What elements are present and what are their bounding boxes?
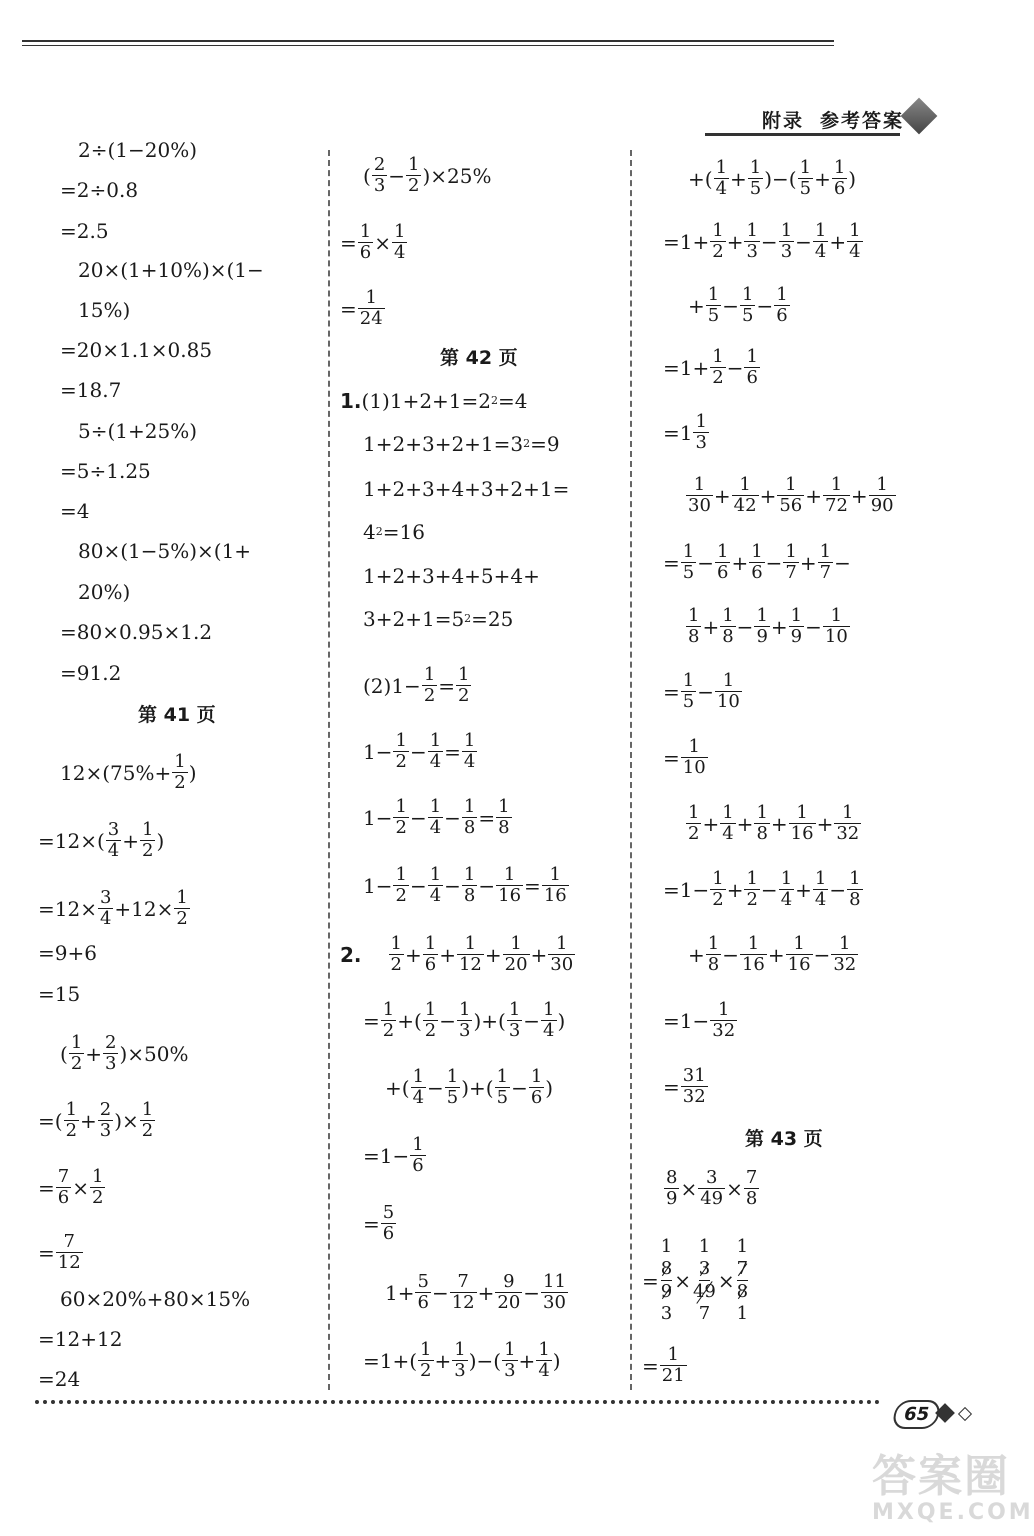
- answer-line: 15%): [78, 298, 131, 322]
- fraction: $\frac{1}{56}$: [779, 474, 803, 516]
- top-rule: [22, 40, 834, 42]
- answer-line: 1+2+3+4+3+2+1=: [363, 477, 570, 501]
- answer-line: = $\frac{7}{6}$ × $\frac{1}{2}$: [38, 1166, 104, 1208]
- fraction: $\frac{1}{20}$: [504, 933, 528, 975]
- fraction: $\frac{1}{9}$: [756, 605, 768, 647]
- page-43-heading: 第 43 页: [745, 1128, 823, 1150]
- answer-line: =12×( $\frac{3}{4}$ + $\frac{1}{2}$ ): [38, 819, 165, 861]
- fraction: $\frac{1}{5}$: [707, 284, 720, 326]
- fraction: $\frac{1}{2}$: [746, 868, 758, 910]
- answer-line: = $\frac{1}{10}$: [663, 736, 706, 778]
- fraction: $\frac{1}{2}$: [395, 864, 407, 906]
- fraction: $\frac{1}{72}$: [825, 474, 848, 516]
- fraction: $\frac{1}{30}$: [688, 474, 711, 516]
- fraction: $\frac{1}{16}$: [741, 933, 765, 975]
- fraction: $\frac{7}{6}$: [57, 1166, 70, 1208]
- fraction: $\frac{1}{6}$: [716, 541, 729, 583]
- answer-line: =24: [38, 1367, 81, 1391]
- page-number: 65: [891, 1400, 942, 1429]
- answer-line: = 1 8 9 3 × 1 3 49 7 × 1 7 8 1: [642, 1236, 749, 1324]
- fraction: $\frac{1}{3}$: [504, 1339, 516, 1381]
- fraction: $\frac{7}{8}$: [745, 1167, 758, 1209]
- answer-line: =4: [60, 499, 90, 523]
- fraction: $\frac{1}{6}$: [746, 346, 758, 388]
- answer-line: =1− $\frac{1}{32}$: [663, 999, 736, 1041]
- fraction: $\frac{1}{5}$: [799, 157, 812, 199]
- page-header: [762, 106, 904, 133]
- answer-line: =18.7: [60, 378, 122, 402]
- fraction: $\frac{1}{90}$: [870, 474, 894, 516]
- answer-line: 1+2+3+2+1=3 2 =9: [363, 432, 560, 456]
- fraction: $\frac{5}{6}$: [417, 1271, 429, 1313]
- answer-line: 5÷(1+25%): [78, 419, 198, 443]
- fraction: $\frac{2}{3}$: [373, 154, 386, 196]
- fraction: $\frac{1}{2}$: [423, 664, 436, 706]
- fraction: $\frac{1}{2}$: [176, 887, 188, 929]
- answer-line: = $\frac{1}{24}$: [340, 287, 383, 329]
- fraction: $\frac{2}{3}$: [105, 1032, 117, 1074]
- fraction: $\frac{3}{4}$: [99, 887, 112, 929]
- cancelled-fraction: 1 3 49 7: [692, 1236, 716, 1324]
- fraction: $\frac{1}{3}$: [508, 999, 521, 1041]
- answer-line: 1+ $\frac{5}{6}$ − $\frac{7}{12}$ + $\frac{9}{20}$ − $\frac{11}{30}$: [385, 1271, 566, 1313]
- fraction: $\frac{1}{4}$: [429, 796, 442, 838]
- fraction: $\frac{8}{9}$: [666, 1167, 678, 1209]
- fraction: $\frac{1}{5}$: [749, 157, 762, 199]
- fraction: $\frac{1}{32}$: [836, 802, 860, 844]
- answer-line: ( $\frac{1}{2}$ + $\frac{2}{3}$ )×50%: [60, 1032, 189, 1074]
- fraction: $\frac{1}{10}$: [824, 605, 848, 647]
- page-42-heading: 第 42 页: [440, 347, 518, 369]
- fraction: $\frac{1}{2}$: [712, 346, 724, 388]
- header-underline: [705, 133, 900, 136]
- fraction: $\frac{1}{2}$: [141, 1099, 154, 1141]
- answer-line: 12×(75%+ $\frac{1}{2}$ ): [60, 751, 197, 793]
- answer-line: 3+2+1=5 2 =25: [363, 607, 514, 631]
- fraction: $\frac{1}{2}$: [395, 796, 407, 838]
- fraction: $\frac{1}{4}$: [814, 220, 827, 262]
- fraction: $\frac{1}{6}$: [530, 1066, 543, 1108]
- answer-line: 80×(1−5%)×(1+: [78, 539, 252, 563]
- fraction: $\frac{1}{3}$: [695, 411, 707, 453]
- fraction: $\frac{1}{4}$: [814, 868, 827, 910]
- fraction: $\frac{1}{16}$: [543, 864, 567, 906]
- answer-line: =1+ $\frac{1}{2}$ − $\frac{1}{6}$: [663, 346, 758, 388]
- fraction: $\frac{1}{4}$: [715, 157, 728, 199]
- fraction: $\frac{1}{8}$: [756, 802, 768, 844]
- answer-line: 1+2+3+4+5+4+: [363, 564, 540, 588]
- fraction: $\frac{1}{6}$: [424, 933, 437, 975]
- fraction: $\frac{9}{20}$: [497, 1271, 521, 1313]
- fraction: $\frac{7}{12}$: [451, 1271, 475, 1313]
- cancelled-fraction: 1 7 8 1: [736, 1236, 749, 1324]
- header-title: 参考答案: [819, 110, 904, 132]
- fraction: $\frac{1}{42}$: [733, 474, 757, 516]
- answer-line: =1 $\frac{1}{3}$: [663, 411, 707, 453]
- fraction: $\frac{1}{8}$: [463, 796, 476, 838]
- fraction: $\frac{1}{4}$: [393, 221, 406, 263]
- fraction: $\frac{2}{3}$: [99, 1099, 112, 1141]
- fraction: $\frac{1}{8}$: [463, 864, 476, 906]
- fraction: $\frac{1}{4}$: [780, 868, 793, 910]
- answer-line: =12+12: [38, 1327, 123, 1351]
- fraction: $\frac{1}{6}$: [359, 221, 372, 263]
- answer-line: 1− $\frac{1}{2}$ − $\frac{1}{4}$ = $\frac{1}{4}$: [363, 730, 476, 772]
- answer-line: 1− $\frac{1}{2}$ − $\frac{1}{4}$ − $\frac{1}{8}$ − $\frac{1}{16}$ = $\frac{1}{16}$: [363, 864, 567, 906]
- fraction: $\frac{1}{2}$: [424, 999, 437, 1041]
- fraction: $\frac{1}{30}$: [550, 933, 574, 975]
- answer-line: 2. $\frac{1}{2}$ + $\frac{1}{6}$ + $\frac{1}{12}$ + $\frac{1}{20}$ + $\frac{1}{30}$: [340, 933, 574, 975]
- fraction: $\frac{1}{16}$: [790, 802, 814, 844]
- fraction: $\frac{1}{21}$: [661, 1344, 685, 1386]
- answer-line: = $\frac{1}{5}$ − $\frac{1}{6}$ + $\frac{1}{6}$ − $\frac{1}{7}$ + $\frac{1}{7}$ −: [663, 541, 851, 583]
- answer-line: $\frac{1}{30}$ + $\frac{1}{42}$ + $\frac{1}{56}$ + $\frac{1}{72}$ + $\frac{1}{90}$: [688, 474, 894, 516]
- answer-line: =12× $\frac{3}{4}$ +12× $\frac{1}{2}$: [38, 887, 188, 929]
- answer-line: 20%): [78, 580, 131, 604]
- fraction: $\frac{1}{6}$: [776, 284, 788, 326]
- fraction: $\frac{1}{32}$: [712, 999, 736, 1041]
- fraction: $\frac{1}{2}$: [408, 154, 420, 196]
- footer-dotted-rule: [35, 1400, 880, 1404]
- fraction: $\frac{1}{24}$: [359, 287, 383, 329]
- answer-line: =15: [38, 982, 81, 1006]
- fraction: $\frac{1}{4}$: [429, 730, 442, 772]
- page-41-heading: 第 41 页: [138, 704, 216, 726]
- fraction: $\frac{1}{5}$: [446, 1066, 459, 1108]
- answer-line: 20×(1+10%)×(1−: [78, 258, 264, 282]
- fraction: $\frac{1}{4}$: [722, 802, 734, 844]
- answer-line: 1. (1)1+2+1=2 2 =4: [340, 389, 528, 413]
- fraction: $\frac{1}{5}$: [741, 284, 754, 326]
- fraction: $\frac{1}{2}$: [458, 664, 470, 706]
- fraction: $\frac{1}{5}$: [682, 670, 695, 712]
- answer-line: = $\frac{1}{21}$: [642, 1344, 685, 1386]
- top-rule-thin: [22, 45, 834, 46]
- answer-line: =5÷1.25: [60, 459, 151, 483]
- answer-line: +( $\frac{1}{4}$ − $\frac{1}{5}$ )+( $\frac{1}{5}$ − $\frac{1}{6}$ ): [385, 1066, 554, 1108]
- fraction: $\frac{1}{10}$: [682, 736, 706, 778]
- fraction: $\frac{1}{7}$: [819, 541, 832, 583]
- fraction: $\frac{1}{4}$: [849, 220, 861, 262]
- answer-line: 2÷(1−20%): [78, 138, 198, 162]
- answer-line: + $\frac{1}{5}$ − $\frac{1}{5}$ − $\frac{1}{6}$: [688, 284, 788, 326]
- fraction: $\frac{1}{2}$: [174, 751, 186, 793]
- answer-line: =2÷0.8: [60, 178, 139, 202]
- answer-line: = $\frac{7}{12}$: [38, 1231, 81, 1273]
- fraction: $\frac{1}{6}$: [751, 541, 763, 583]
- fraction: $\frac{1}{8}$: [722, 605, 734, 647]
- fraction: $\frac{1}{8}$: [707, 933, 720, 975]
- fraction: $\frac{1}{8}$: [849, 868, 861, 910]
- fraction: $\frac{1}{9}$: [790, 605, 803, 647]
- watermark-logo: 答案圈 MXQE.COM: [872, 1451, 1034, 1525]
- fraction: $\frac{1}{2}$: [91, 1166, 104, 1208]
- fraction: $\frac{1}{12}$: [458, 933, 482, 975]
- fraction: $\frac{1}{3}$: [459, 999, 471, 1041]
- fraction: $\frac{11}{30}$: [543, 1271, 566, 1313]
- fraction: $\frac{5}{6}$: [382, 1202, 395, 1244]
- fraction: $\frac{1}{2}$: [390, 933, 402, 975]
- fraction: $\frac{3}{4}$: [107, 819, 120, 861]
- fraction: $\frac{1}{2}$: [688, 802, 700, 844]
- answer-line: =9+6: [38, 941, 97, 965]
- fraction: $\frac{3}{49}$: [700, 1167, 724, 1209]
- answer-line: =1− $\frac{1}{2}$ + $\frac{1}{2}$ − $\frac{1}{4}$ + $\frac{1}{4}$ − $\frac{1}{8}$: [663, 868, 861, 910]
- fraction: $\frac{1}{6}$: [412, 1134, 424, 1176]
- fraction: $\frac{1}{4}$: [463, 730, 476, 772]
- answer-line: =80×0.95×1.2: [60, 620, 213, 644]
- fraction: $\frac{1}{32}$: [833, 933, 857, 975]
- answer-line: + $\frac{1}{8}$ − $\frac{1}{16}$ + $\frac{1}{16}$ − $\frac{1}{32}$: [688, 933, 857, 975]
- fraction: $\frac{1}{6}$: [833, 157, 846, 199]
- answer-line: =1− $\frac{1}{6}$: [363, 1134, 424, 1176]
- fraction: $\frac{1}{16}$: [498, 864, 522, 906]
- fraction: $\frac{1}{2}$: [712, 868, 724, 910]
- answer-line: 4 2 =16: [363, 520, 425, 544]
- answer-line: +( $\frac{1}{4}$ + $\frac{1}{5}$ )−( $\frac{1}{5}$ + $\frac{1}{6}$ ): [688, 157, 857, 199]
- header-diamond-icon: [901, 98, 938, 135]
- answer-line: = $\frac{1}{2}$ +( $\frac{1}{2}$ − $\frac{1}{3}$ )+( $\frac{1}{3}$ − $\frac{1}{4}$ ): [363, 999, 566, 1041]
- answer-line: =20×1.1×0.85: [60, 338, 213, 362]
- fraction: $\frac{1}{5}$: [682, 541, 695, 583]
- fraction: $\frac{1}{2}$: [142, 819, 154, 861]
- fraction: $\frac{1}{3}$: [746, 220, 758, 262]
- fraction: $\frac{1}{3}$: [780, 220, 793, 262]
- fraction: $\frac{1}{16}$: [787, 933, 811, 975]
- column-divider-1: [328, 150, 330, 1390]
- fraction: $\frac{1}{10}$: [716, 670, 740, 712]
- answer-line: =( $\frac{1}{2}$ + $\frac{2}{3}$ )× $\frac{1}{2}$: [38, 1099, 154, 1141]
- fraction: $\frac{1}{7}$: [785, 541, 797, 583]
- fraction: $\frac{1}{4}$: [412, 1066, 425, 1108]
- fraction: $\frac{31}{32}$: [682, 1065, 706, 1107]
- fraction: $\frac{1}{4}$: [543, 999, 555, 1041]
- fraction: $\frac{1}{4}$: [538, 1339, 550, 1381]
- fraction: $\frac{1}{8}$: [688, 605, 700, 647]
- answer-line: =1+( $\frac{1}{2}$ + $\frac{1}{3}$ )−( $\frac{1}{3}$ + $\frac{1}{4}$ ): [363, 1339, 561, 1381]
- answer-line: 1− $\frac{1}{2}$ − $\frac{1}{4}$ − $\frac{1}{8}$ = $\frac{1}{8}$: [363, 796, 510, 838]
- fraction: $\frac{7}{12}$: [57, 1231, 81, 1273]
- footer-small-diamond-icon: [958, 1407, 972, 1421]
- answer-line: = $\frac{5}{6}$: [363, 1202, 395, 1244]
- fraction: $\frac{1}{2}$: [395, 730, 407, 772]
- column-divider-2: [630, 150, 632, 1390]
- cancelled-fraction: 1 8 9 3: [660, 1236, 673, 1324]
- fraction: $\frac{1}{4}$: [429, 864, 442, 906]
- fraction: $\frac{1}{8}$: [498, 796, 510, 838]
- answer-line: = $\frac{1}{6}$ × $\frac{1}{4}$: [340, 221, 406, 263]
- answer-line: $\frac{8}{9}$ × $\frac{3}{49}$ × $\frac{7}{8}$: [666, 1167, 758, 1209]
- answer-line: 60×20%+80×15%: [60, 1287, 251, 1311]
- answer-line: =1+ $\frac{1}{2}$ + $\frac{1}{3}$ − $\frac{1}{3}$ − $\frac{1}{4}$ + $\frac{1}{4}$: [663, 220, 861, 262]
- answer-line: ( $\frac{2}{3}$ − $\frac{1}{2}$ )×25%: [363, 154, 492, 196]
- answer-line: =2.5: [60, 219, 109, 243]
- fraction: $\frac{1}{2}$: [712, 220, 724, 262]
- fraction: $\frac{1}{2}$: [70, 1032, 83, 1074]
- answer-line: = $\frac{1}{5}$ − $\frac{1}{10}$: [663, 670, 740, 712]
- fraction: $\frac{1}{5}$: [496, 1066, 509, 1108]
- answer-line: $\frac{1}{2}$ + $\frac{1}{4}$ + $\frac{1}{8}$ + $\frac{1}{16}$ + $\frac{1}{32}$: [688, 802, 860, 844]
- header-section: 附录: [761, 110, 804, 132]
- answer-line: = $\frac{31}{32}$: [663, 1065, 706, 1107]
- fraction: $\frac{1}{3}$: [454, 1339, 466, 1381]
- answer-line: (2)1− $\frac{1}{2}$ = $\frac{1}{2}$: [363, 664, 470, 706]
- fraction: $\frac{1}{2}$: [382, 999, 395, 1041]
- answer-line: $\frac{1}{8}$ + $\frac{1}{8}$ − $\frac{1}{9}$ + $\frac{1}{9}$ − $\frac{1}{10}$: [688, 605, 848, 647]
- answer-line: =91.2: [60, 661, 122, 685]
- fraction: $\frac{1}{2}$: [65, 1099, 78, 1141]
- fraction: $\frac{1}{2}$: [420, 1339, 432, 1381]
